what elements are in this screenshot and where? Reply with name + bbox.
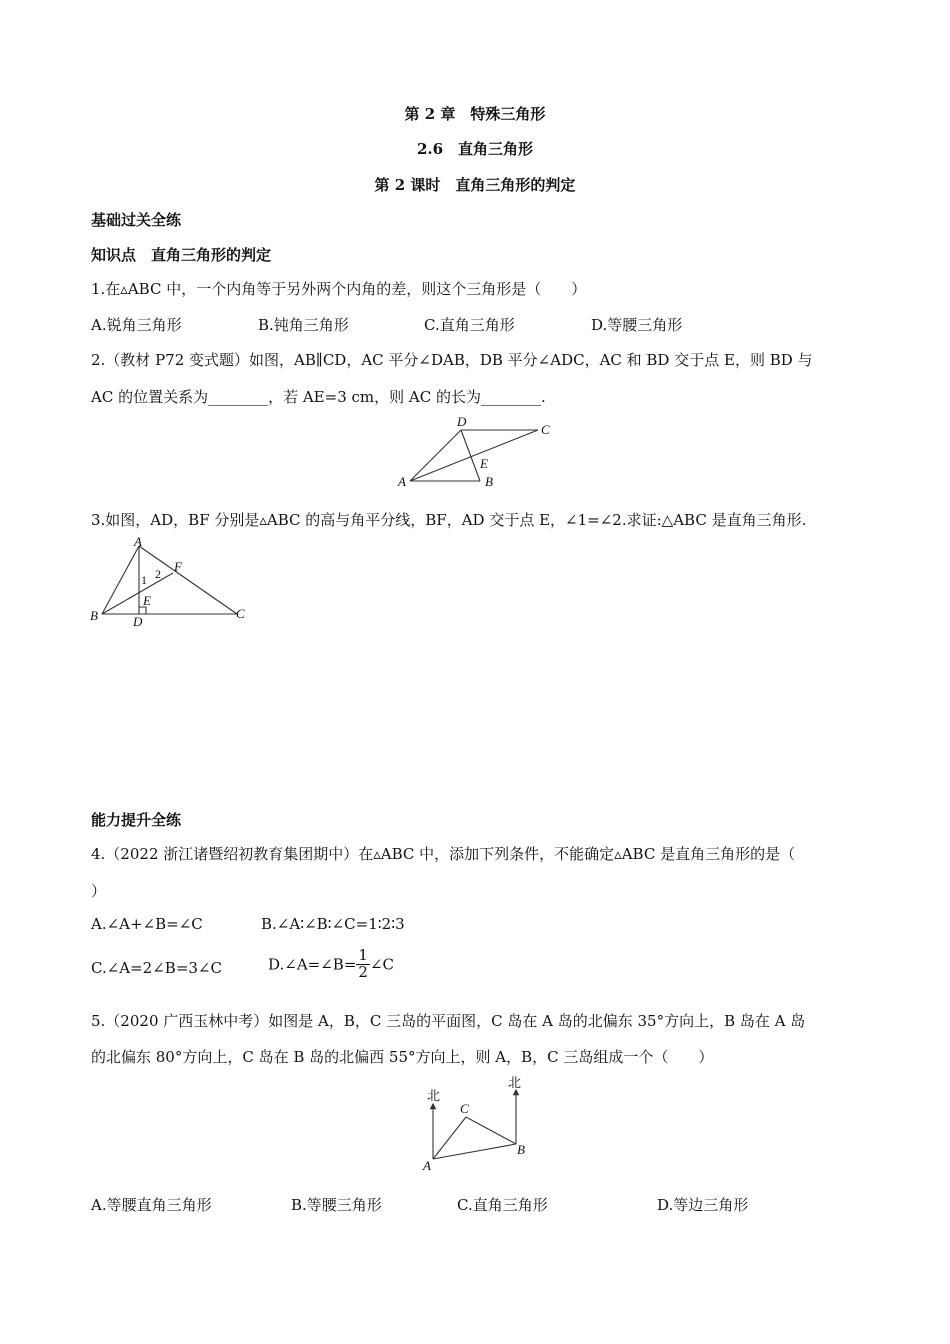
- q3-stem: 3.如图，AD，BF 分别是▵ABC 的高与角平分线，BF，AD 交于点 E，∠1=∠2.求证:△ABC 是直角三角形.: [91, 511, 807, 529]
- q5-option-a: A.等腰直角三角形: [91, 1196, 212, 1214]
- q2-label-d: D: [457, 414, 467, 429]
- q4-fraction-denominator: 2: [358, 962, 368, 981]
- q3-figure: [85, 534, 255, 630]
- q5-option-b: B.等腰三角形: [291, 1196, 382, 1214]
- q4-option-d-prefix: D.∠A=∠B=: [268, 955, 357, 974]
- q2-figure: [395, 412, 565, 494]
- q3-label-angle2: 2: [155, 567, 161, 581]
- q5-north-label-a: 北: [427, 1089, 441, 1104]
- q4-option-b: B.∠A∶∠B∶∠C=1∶2∶3: [261, 915, 405, 933]
- q5-north-label-b: 北: [508, 1076, 522, 1091]
- q2-label-e: E: [480, 456, 488, 471]
- q3-label-a: A: [134, 534, 142, 549]
- part2-title: 能力提升全练: [91, 811, 182, 829]
- q3-label-e: E: [143, 593, 151, 608]
- q3-label-d: D: [133, 614, 143, 629]
- q3-label-f: F: [174, 559, 182, 574]
- q2-label-c: C: [541, 422, 550, 437]
- q1-option-b: B.钝角三角形: [258, 316, 349, 334]
- q5-option-d: D.等边三角形: [657, 1196, 749, 1214]
- q5-figure: [420, 1072, 540, 1176]
- q5-line2: 的北偏东 80°方向上，C 岛在 B 岛的北偏西 55°方向上，则 A，B，C 三岛组成一个（ ）: [91, 1048, 714, 1066]
- q4-line2: ）: [91, 882, 107, 900]
- part1-title: 基础过关全练: [91, 211, 182, 229]
- q1-option-c: C.直角三角形: [424, 316, 515, 334]
- q2-label-b: B: [485, 474, 493, 489]
- q4-option-d: [268, 948, 394, 981]
- q5-label-c: C: [460, 1101, 469, 1116]
- q1-option-a: A.锐角三角形: [91, 316, 182, 334]
- q4-line1: 4.（2022 浙江诸暨绍初教育集团期中）在▵ABC 中，添加下列条件，不能确定▵ABC 是直角三角形的是（: [91, 845, 796, 863]
- topic-title: 知识点 直角三角形的判定: [91, 246, 272, 264]
- q4-fraction-numerator: 1: [358, 946, 368, 964]
- q3-label-angle1: 1: [141, 573, 147, 587]
- q4-option-d-suffix: ∠C: [369, 955, 394, 974]
- q5-line1: 5.（2020 广西玉林中考）如图是 A，B，C 三岛的平面图，C 岛在 A 岛的北偏东 35°方向上，B 岛在 A 岛: [91, 1012, 806, 1030]
- q1-stem: 1.在▵ABC 中，一个内角等于另外两个内角的差，则这个三角形是（ ）: [91, 280, 587, 298]
- q3-label-b: B: [90, 608, 98, 623]
- q2-label-a: A: [398, 474, 406, 489]
- chapter-title: 第 2 章 特殊三角形: [404, 105, 546, 123]
- q5-option-c: C.直角三角形: [457, 1196, 548, 1214]
- q5-label-b: B: [517, 1142, 525, 1157]
- q4-option-d-fraction: [356, 948, 370, 981]
- q5-label-a: A: [423, 1158, 431, 1173]
- q3-label-c: C: [236, 606, 245, 621]
- q2-line2: AC 的位置关系为________，若 AE=3 cm，则 AC 的长为________.: [91, 388, 546, 406]
- q4-option-c: C.∠A=2∠B=3∠C: [91, 959, 222, 977]
- q4-option-a: A.∠A+∠B=∠C: [91, 915, 203, 933]
- lesson-title: 第 2 课时 直角三角形的判定: [374, 176, 576, 194]
- section-title: 2.6 直角三角形: [416, 140, 534, 158]
- q1-option-d: D.等腰三角形: [591, 316, 683, 334]
- q2-line1: 2.（教材 P72 变式题）如图，AB∥CD，AC 平分∠DAB，DB 平分∠ADC，AC 和 BD 交于点 E，则 BD 与: [91, 351, 813, 369]
